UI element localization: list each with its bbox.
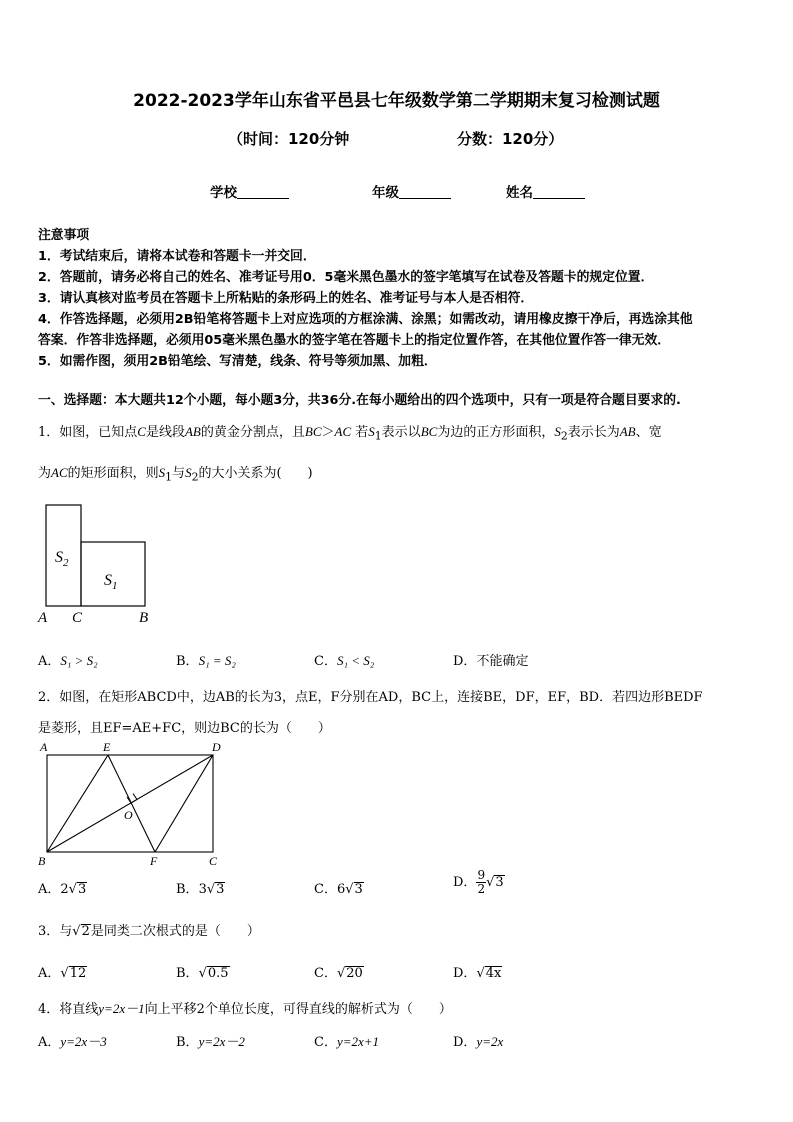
label-s1: $S_1$ xyxy=(104,572,118,592)
square-s1 xyxy=(81,542,145,606)
point-o: O xyxy=(124,808,133,822)
q1-line2: 为AC的矩形面积，则$S_1$与$S_2$的大小关系为( ) xyxy=(38,465,313,484)
page-title: 2022-2023学年山东省平邑县七年级数学第二学期期末复习检测试题 xyxy=(133,91,660,111)
section-title: 一、选择题：本大题共12个小题，每小题3分，共36分.在每小题给出的四个选项中，只有一项是符合题目要求的. xyxy=(38,393,681,408)
point-f: F xyxy=(150,854,158,868)
q4-stem: 4．将直线y=2x－1向上平移2个单位长度，可得直线的解析式为（ ） xyxy=(38,1001,452,1017)
point-a: A xyxy=(40,740,48,754)
q4-option-b[interactable]: B．y=2x－2 xyxy=(176,1034,245,1050)
segment-be xyxy=(47,755,108,852)
q2-line1: 2．如图，在矩形ABCD中，边AB的长为3，点E，F分别在AD，BC上，连接BE，DF，EF，BD．若四边形BEDF xyxy=(38,690,703,705)
q4-option-d[interactable]: D．y=2x xyxy=(453,1034,504,1050)
segment-ef xyxy=(108,755,155,852)
q1-option-b[interactable]: B．S₁ = S₂ xyxy=(176,653,236,669)
q1-option-a[interactable]: A．S₁ > S₂ xyxy=(38,653,98,669)
point-a: A xyxy=(38,610,48,626)
q2-option-c[interactable]: C．6√3 xyxy=(314,882,363,897)
point-d: D xyxy=(212,740,221,754)
q2-option-d[interactable]: D． $\frac{9}{2}$ √3 xyxy=(453,868,504,896)
q3-stem: 3．与√2是同类二次根式的是（ ） xyxy=(38,924,260,939)
q4-option-a[interactable]: A．y=2x－3 xyxy=(38,1034,107,1050)
notice-item: 2．答题前，请务必将自己的姓名、准考证号用0．5毫米黑色墨水的签字笔填写在试卷及答题卡的规定位置． xyxy=(38,270,654,285)
grade-label: 年级 xyxy=(372,185,399,201)
q1-option-d[interactable]: D．不能确定 xyxy=(453,654,529,669)
label-s2: $S_2$ xyxy=(55,549,69,569)
point-b: B xyxy=(139,610,149,626)
q2-line2: 是菱形，且EF=AE+FC，则边BC的长为（ ） xyxy=(38,721,331,736)
name-label: 姓名 xyxy=(506,185,533,201)
point-c: C xyxy=(72,610,83,626)
segment-df xyxy=(155,755,213,852)
notice-heading: 注意事项 xyxy=(38,228,90,243)
q4-option-c[interactable]: C．y=2x+1 xyxy=(314,1034,380,1050)
point-c: C xyxy=(209,854,218,868)
q3-option-d[interactable]: D．√4x xyxy=(453,966,502,981)
point-b: B xyxy=(38,854,46,868)
segment-bd xyxy=(47,755,213,852)
q2-option-b[interactable]: B．3√3 xyxy=(176,882,225,897)
q1-line1: 1．如图，已知点C是线段AB的黄金分割点，且BC＞AC 若$S_1$表示以BC为边的正方形面积，$S_2$表示长为AB、宽 xyxy=(38,424,662,443)
exam-score: 分数：120分） xyxy=(457,130,564,148)
q3-option-c[interactable]: C．√20 xyxy=(314,966,363,981)
notice-item: 1．考试结束后，请将本试卷和答题卡一并交回． xyxy=(38,249,316,264)
q3-option-b[interactable]: B．√0.5 xyxy=(176,966,229,981)
school-label: 学校 xyxy=(210,185,237,201)
rect-s2 xyxy=(46,505,81,606)
q1-option-c[interactable]: C．S₁ < S₂ xyxy=(314,653,375,669)
point-e: E xyxy=(103,740,111,754)
exam-time: （时间：120分钟 xyxy=(228,130,350,148)
q3-option-a[interactable]: A．√12 xyxy=(38,966,87,981)
notice-item: 3．请认真核对监考员在答题卡上所粘贴的条形码上的姓名、准考证号与本人是否相符． xyxy=(38,291,534,306)
notice-item: 4．作答选择题，必须用2B铅笔将答题卡上对应选项的方框涂满、涂黑；如需改动，请用橡皮擦干净后，再选涂其他 xyxy=(38,312,693,327)
q2-option-a[interactable]: A．2√3 xyxy=(38,882,87,897)
q2-figure xyxy=(38,740,221,868)
notice-item: 答案．作答非选择题，必须用05毫米黑色墨水的签字笔在答题卡上的指定位置作答，在其他位置作答一律无效． xyxy=(38,333,671,348)
notice-item: 5．如需作图，须用2B铅笔绘、写清楚，线条、符号等须加黑、加粗． xyxy=(38,354,437,369)
